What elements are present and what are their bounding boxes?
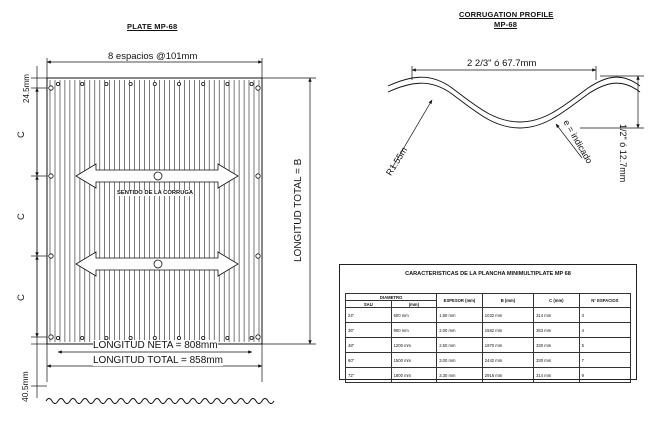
bolt-hole [256, 335, 260, 339]
plate-title: PLATE MP-68 [127, 22, 178, 31]
bolt-hole [56, 336, 59, 339]
profile-thickness-label: e = indicado [561, 118, 595, 166]
header-c: C (mm) [534, 294, 580, 308]
profile-title: CORRUGATION PROFILE [459, 10, 554, 19]
table-cell: 1500 mm [391, 353, 437, 368]
section-c-label-1: C [16, 131, 27, 138]
header-espacios: N° ESPACIOS [579, 294, 630, 308]
right-total-dimension [262, 78, 316, 344]
bolt-hole [250, 336, 253, 339]
table-cell: 1200 mm [391, 338, 437, 353]
table-cell: 314 mm [534, 308, 580, 323]
profile-subtitle: MP-68 [494, 20, 518, 29]
header-mm: (mm) [391, 301, 437, 308]
profile-pitch-label: 2 2/3" ó 67.7mm [467, 58, 537, 69]
header-sau: SAU [346, 301, 392, 308]
bolt-hole [202, 82, 205, 85]
table-cell: 1.80 mm [437, 308, 483, 323]
table-row [346, 308, 631, 323]
bottom-edge-label: 40.5mm [20, 371, 30, 402]
table-cell: 2.50 mm [437, 338, 483, 353]
table-cell: 900 mm [391, 323, 437, 338]
total-length-label: LONGITUD TOTAL = 858mm [93, 355, 223, 366]
profile-depth-label: 1/2" ó 12.7mm [618, 124, 628, 183]
table-cell: 314 mm [534, 368, 580, 383]
table-cell: 60" [346, 353, 392, 368]
edge-dimension-label: 24.5mm [22, 74, 31, 103]
table-cell: 330 mm [534, 353, 580, 368]
direction-holes-center [154, 172, 162, 268]
section-c-label-2: C [16, 213, 27, 220]
bolt-hole [226, 336, 229, 339]
table-cell: 600 mm [391, 308, 437, 323]
bolt-hole [56, 82, 59, 85]
bolt-hole [81, 82, 84, 85]
characteristics-table [339, 264, 637, 380]
table-row [346, 353, 631, 368]
left-dimension-chain [31, 66, 47, 398]
table-row [346, 368, 631, 383]
bolt-hole [153, 82, 156, 85]
header-diametro: DIAMETRO [346, 294, 437, 301]
plate-edge-wave [46, 399, 274, 404]
bolt-hole [105, 82, 108, 85]
bolt-hole [49, 335, 53, 339]
bolt-hole [177, 82, 180, 85]
table-cell: 1970 mm [482, 338, 533, 353]
spacing-label: 8 espacios @101mm [108, 51, 198, 62]
corrugation-profile [388, 77, 640, 128]
table-title: CARACTERISTICAS DE LA PLANCHA MINIMULTIPLATE MP 68 [405, 271, 571, 277]
table-row [346, 338, 631, 353]
bolt-hole [129, 82, 132, 85]
table-cell: 1582 mm [482, 323, 533, 338]
bolt-hole [49, 174, 53, 178]
table-cell: 2442 mm [482, 353, 533, 368]
direction-label: SENTIDO DE LA CORRUGA [117, 190, 194, 196]
section-c-label-3: C [16, 294, 27, 301]
net-length-label: LONGITUD NETA = 808mm [93, 340, 218, 351]
table-cell: 72" [346, 368, 392, 383]
table-cell: 24" [346, 308, 392, 323]
table-cell: 330 mm [534, 338, 580, 353]
table-cell: 2916 mm [482, 368, 533, 383]
bolt-hole [256, 254, 260, 258]
table-row [346, 323, 631, 338]
bolt-hole [250, 82, 253, 85]
plate-corrugations [50, 80, 259, 342]
bolt-hole [81, 336, 84, 339]
header-b: B (mm) [482, 294, 533, 308]
table-cell: 4 [579, 323, 630, 338]
table-cell: 9 [579, 368, 630, 383]
table-cell: 48" [346, 338, 392, 353]
bolt-hole [256, 174, 260, 178]
table-cell: 1800 mm [391, 368, 437, 383]
table-cell: 5 [579, 338, 630, 353]
characteristics-data [345, 293, 631, 383]
profile-radius-label: R1.55m [384, 145, 410, 178]
bolt-hole [49, 254, 53, 258]
bolt-hole [226, 82, 229, 85]
table-cell: 36" [346, 323, 392, 338]
table-cell: 7 [579, 353, 630, 368]
bolt-hole [49, 86, 53, 90]
bolt-hole [256, 86, 260, 90]
table-cell: 3.30 mm [437, 368, 483, 383]
table-cell: 3.00 mm [437, 353, 483, 368]
total-length-vertical-label: LONGITUD TOTAL = B [293, 158, 304, 262]
header-espesor: ESPESOR (mm) [437, 294, 483, 308]
table-cell: 2.00 mm [437, 323, 483, 338]
table-cell: 1032 mm [482, 308, 533, 323]
table-cell: 353 mm [534, 323, 580, 338]
table-cell: 3 [579, 308, 630, 323]
